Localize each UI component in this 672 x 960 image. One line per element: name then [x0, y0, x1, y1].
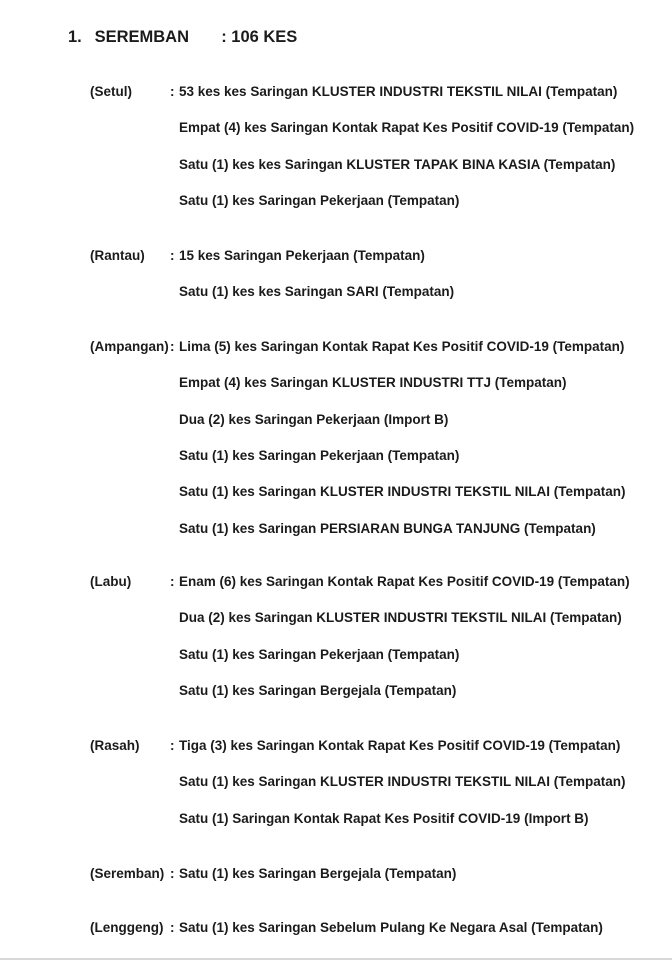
case-line: Satu (1) kes Saringan KLUSTER INDUSTRI TEKSTIL NILAI (Tempatan) [179, 774, 626, 790]
area-colon: : [170, 84, 175, 99]
area-name: (Ampangan) [90, 339, 169, 354]
area-colon: : [170, 738, 175, 753]
case-line: Dua (2) kes Saringan KLUSTER INDUSTRI TEKSTIL NILAI (Tempatan) [179, 610, 622, 626]
case-line: Satu (1) Saringan Kontak Rapat Kes Positif COVID-19 (Import B) [179, 810, 589, 826]
case-line: Satu (1) kes Saringan Pekerjaan (Tempatan) [179, 447, 460, 463]
area-name: (Lenggeng) [90, 920, 164, 935]
area-colon: : [170, 920, 175, 935]
case-line: Satu (1) kes Saringan KLUSTER INDUSTRI TEKSTIL NILAI (Tempatan) [179, 484, 626, 500]
area-name: (Seremban) [90, 866, 165, 881]
district-heading [68, 28, 297, 47]
case-line: Satu (1) kes Saringan PERSIARAN BUNGA TANJUNG (Tempatan) [179, 520, 596, 536]
case-line: Satu (1) kes Saringan Bergejala (Tempatan) [179, 682, 457, 698]
area-name: (Rasah) [90, 738, 140, 753]
area-name: (Setul) [90, 84, 132, 99]
case-line: Lima (5) kes Saringan Kontak Rapat Kes Positif COVID-19 (Tempatan) [179, 339, 625, 354]
area-colon: : [170, 248, 175, 263]
case-line: Tiga (3) kes Saringan Kontak Rapat Kes Positif COVID-19 (Tempatan) [179, 738, 621, 753]
area-name: (Rantau) [90, 248, 145, 263]
area-colon: : [170, 574, 175, 589]
case-line: Satu (1) kes Saringan Pekerjaan (Tempatan) [179, 646, 460, 662]
area-colon: : [170, 339, 175, 354]
heading-number: 1. [68, 28, 82, 46]
case-line: Satu (1) kes kes Saringan KLUSTER TAPAK BINA KASIA (Tempatan) [179, 156, 616, 172]
case-line: 53 kes kes Saringan KLUSTER INDUSTRI TEKSTIL NILAI (Tempatan) [179, 84, 618, 99]
heading-total: : 106 KES [221, 28, 298, 46]
area-colon: : [170, 866, 175, 881]
heading-district: SEREMBAN [94, 28, 190, 46]
case-line: 15 kes Saringan Pekerjaan (Tempatan) [179, 248, 425, 263]
area-name: (Labu) [90, 574, 132, 589]
case-line: Empat (4) kes Saringan KLUSTER INDUSTRI TTJ (Tempatan) [179, 375, 567, 391]
case-line: Dua (2) kes Saringan Pekerjaan (Import B) [179, 411, 449, 427]
case-line: Satu (1) kes Saringan Sebelum Pulang Ke Negara Asal (Tempatan) [179, 920, 603, 935]
case-line: Satu (1) kes Saringan Pekerjaan (Tempatan) [179, 192, 460, 208]
case-line: Enam (6) kes Saringan Kontak Rapat Kes Positif COVID-19 (Tempatan) [179, 574, 630, 589]
case-line: Empat (4) kes Saringan Kontak Rapat Kes Positif COVID-19 (Tempatan) [179, 120, 635, 136]
case-line: Satu (1) kes Saringan Bergejala (Tempatan) [179, 866, 457, 881]
case-line: Satu (1) kes kes Saringan SARI (Tempatan) [179, 284, 455, 300]
